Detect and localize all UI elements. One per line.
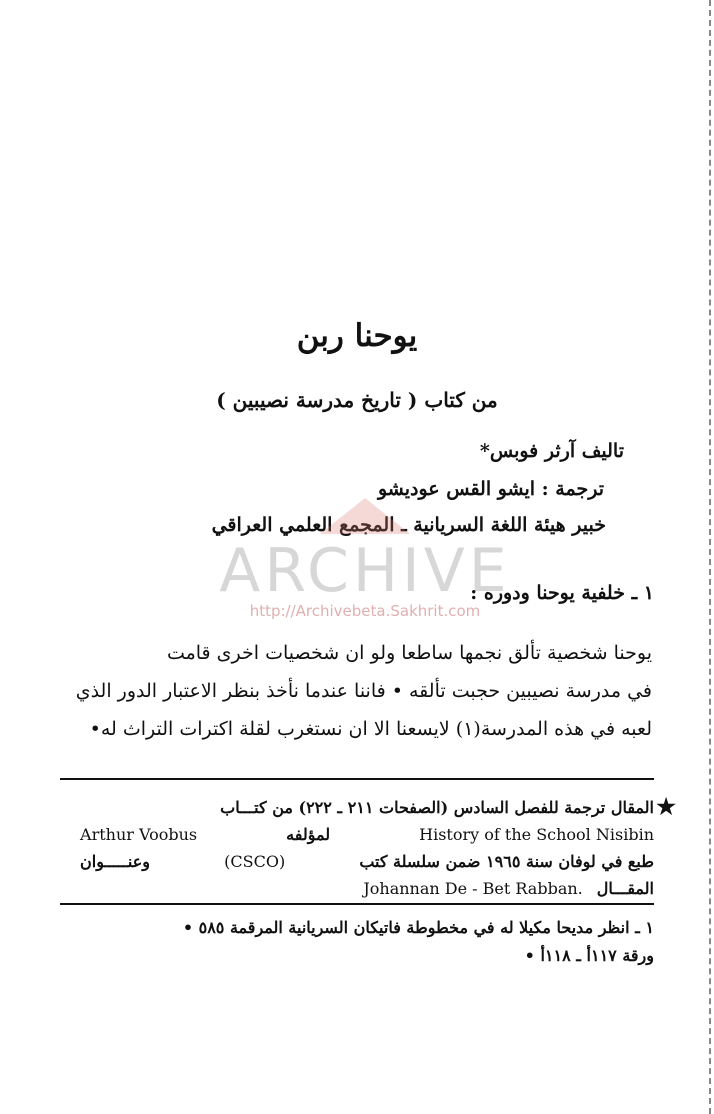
article-label: المقـــال [596,879,654,898]
footnote-1-line: ١ ـ انظر مديحا مكيلا له في مخطوطة فاتيكان السريانية المرقمة ٥٨٥ • [182,918,654,937]
translator-line: ترجمة : ايشو القس عوديشو [377,478,604,500]
scan-edge-line [709,0,711,1114]
section-heading: ١ ـ خلفية يوحنا ودوره : [470,582,654,604]
book-title-latin: History of the School Nisibin [419,825,654,844]
article-subtitle: من كتاب ( تاريخ مدرسة نصيبين ) [216,388,498,412]
footnote-1 [70,914,654,970]
article-title: يوحنا ربن [296,318,418,354]
title-label: وعنـــــوان [80,852,151,871]
author-line: تاليف آرثر فوبس* [479,440,624,462]
footnote-divider-2 [60,903,654,905]
body-paragraph [60,634,652,748]
watermark-text: ARCHIVE [219,536,511,606]
star-footnote-line [80,848,654,875]
body-line: لعبه في هذه المدرسة(١) لايسعنا الا ان نستغرب لقلة اكترات التراث له• [89,718,652,740]
footnote-divider [60,778,654,780]
publication-text: طبع في لوفان سنة ١٩٦٥ ضمن سلسلة كتب [359,852,654,871]
star-footnote-line [80,875,654,902]
watermark-url: http://Archivebeta.Sakhrit.com [249,602,481,620]
by-author-label: لمؤلفه [286,825,331,844]
series-name-latin: (CSCO) [224,852,286,871]
author-name-latin: Arthur Voobus [80,825,198,844]
body-line: في مدرسة نصيبين حجبت تألقه • فاننا عندما نأخذ بنظر الاعتبار الدور الذي [75,680,652,702]
star-footnote-line [80,821,654,848]
star-footnote-text: المقال ترجمة للفصل السادس (الصفحات ٢١١ ـ ٢٢٢) من كتـــاب [220,798,654,817]
body-line: يوحنا شخصية تألق نجمها ساطعا ولو ان شخصيات اخرى قامت [166,642,652,664]
affiliation-line: خبير هيئة اللغة السريانية ـ المجمع العلمي العراقي [211,514,606,536]
star-footnote-line [80,794,654,821]
star-icon: ★ [656,794,676,820]
article-title-latin: Johannan De - Bet Rabban. [363,879,583,898]
footnote-1-line: ورقة ١١٧أ ـ ١١٨أ • [524,946,654,965]
star-footnote [80,794,676,902]
